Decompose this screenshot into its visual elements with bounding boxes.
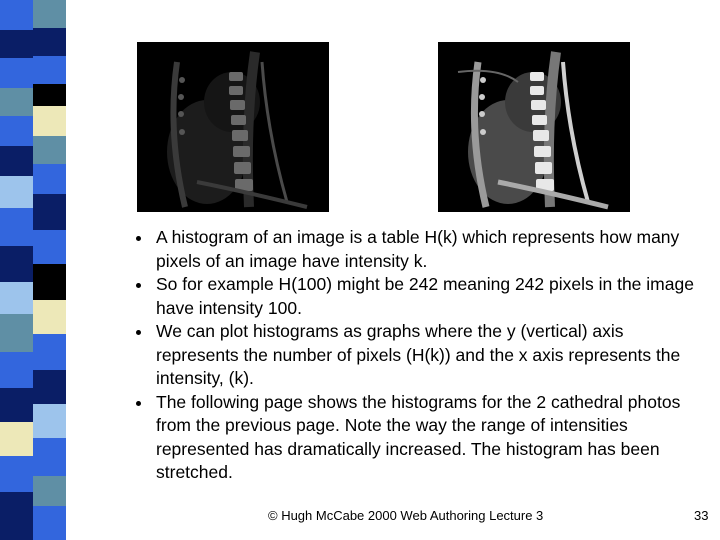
mri-spine-stretched-image [438, 42, 630, 212]
footer-copyright: © Hugh McCabe 2000 Web Authoring Lecture 3 [268, 508, 544, 523]
bullet-dot-icon [136, 401, 141, 406]
bullet-text: We can plot histograms as graphs where the y (vertical) axis represents the number of pixels (H(k)) and the x axis represents the intensity, (k). [156, 321, 681, 388]
bullet-dot-icon [136, 236, 141, 241]
mri-image-original [137, 42, 329, 212]
page-number: 33 [694, 508, 709, 523]
bullet-item [136, 226, 706, 273]
mri-image-stretched [438, 42, 630, 212]
bullet-text: The following page shows the histograms for the 2 cathedral photos from the previous page. Note the way the range of intensities represented has dramatically increased. The histogram has been stretched. [156, 391, 681, 482]
bullet-list [136, 226, 706, 485]
decorative-stripe [0, 0, 66, 540]
bullet-item [136, 273, 706, 320]
bullet-dot-icon [136, 330, 141, 335]
bullet-item [136, 320, 706, 391]
bullet-dot-icon [136, 283, 141, 288]
bullet-text: So for example H(100) might be 242 meaning 242 pixels in the image have intensity 100. [156, 274, 694, 318]
bullet-text: A histogram of an image is a table H(k) which represents how many pixels of an image have intensity k. [156, 227, 680, 271]
mri-spine-dark-image [137, 42, 329, 212]
bullet-item [136, 391, 706, 485]
